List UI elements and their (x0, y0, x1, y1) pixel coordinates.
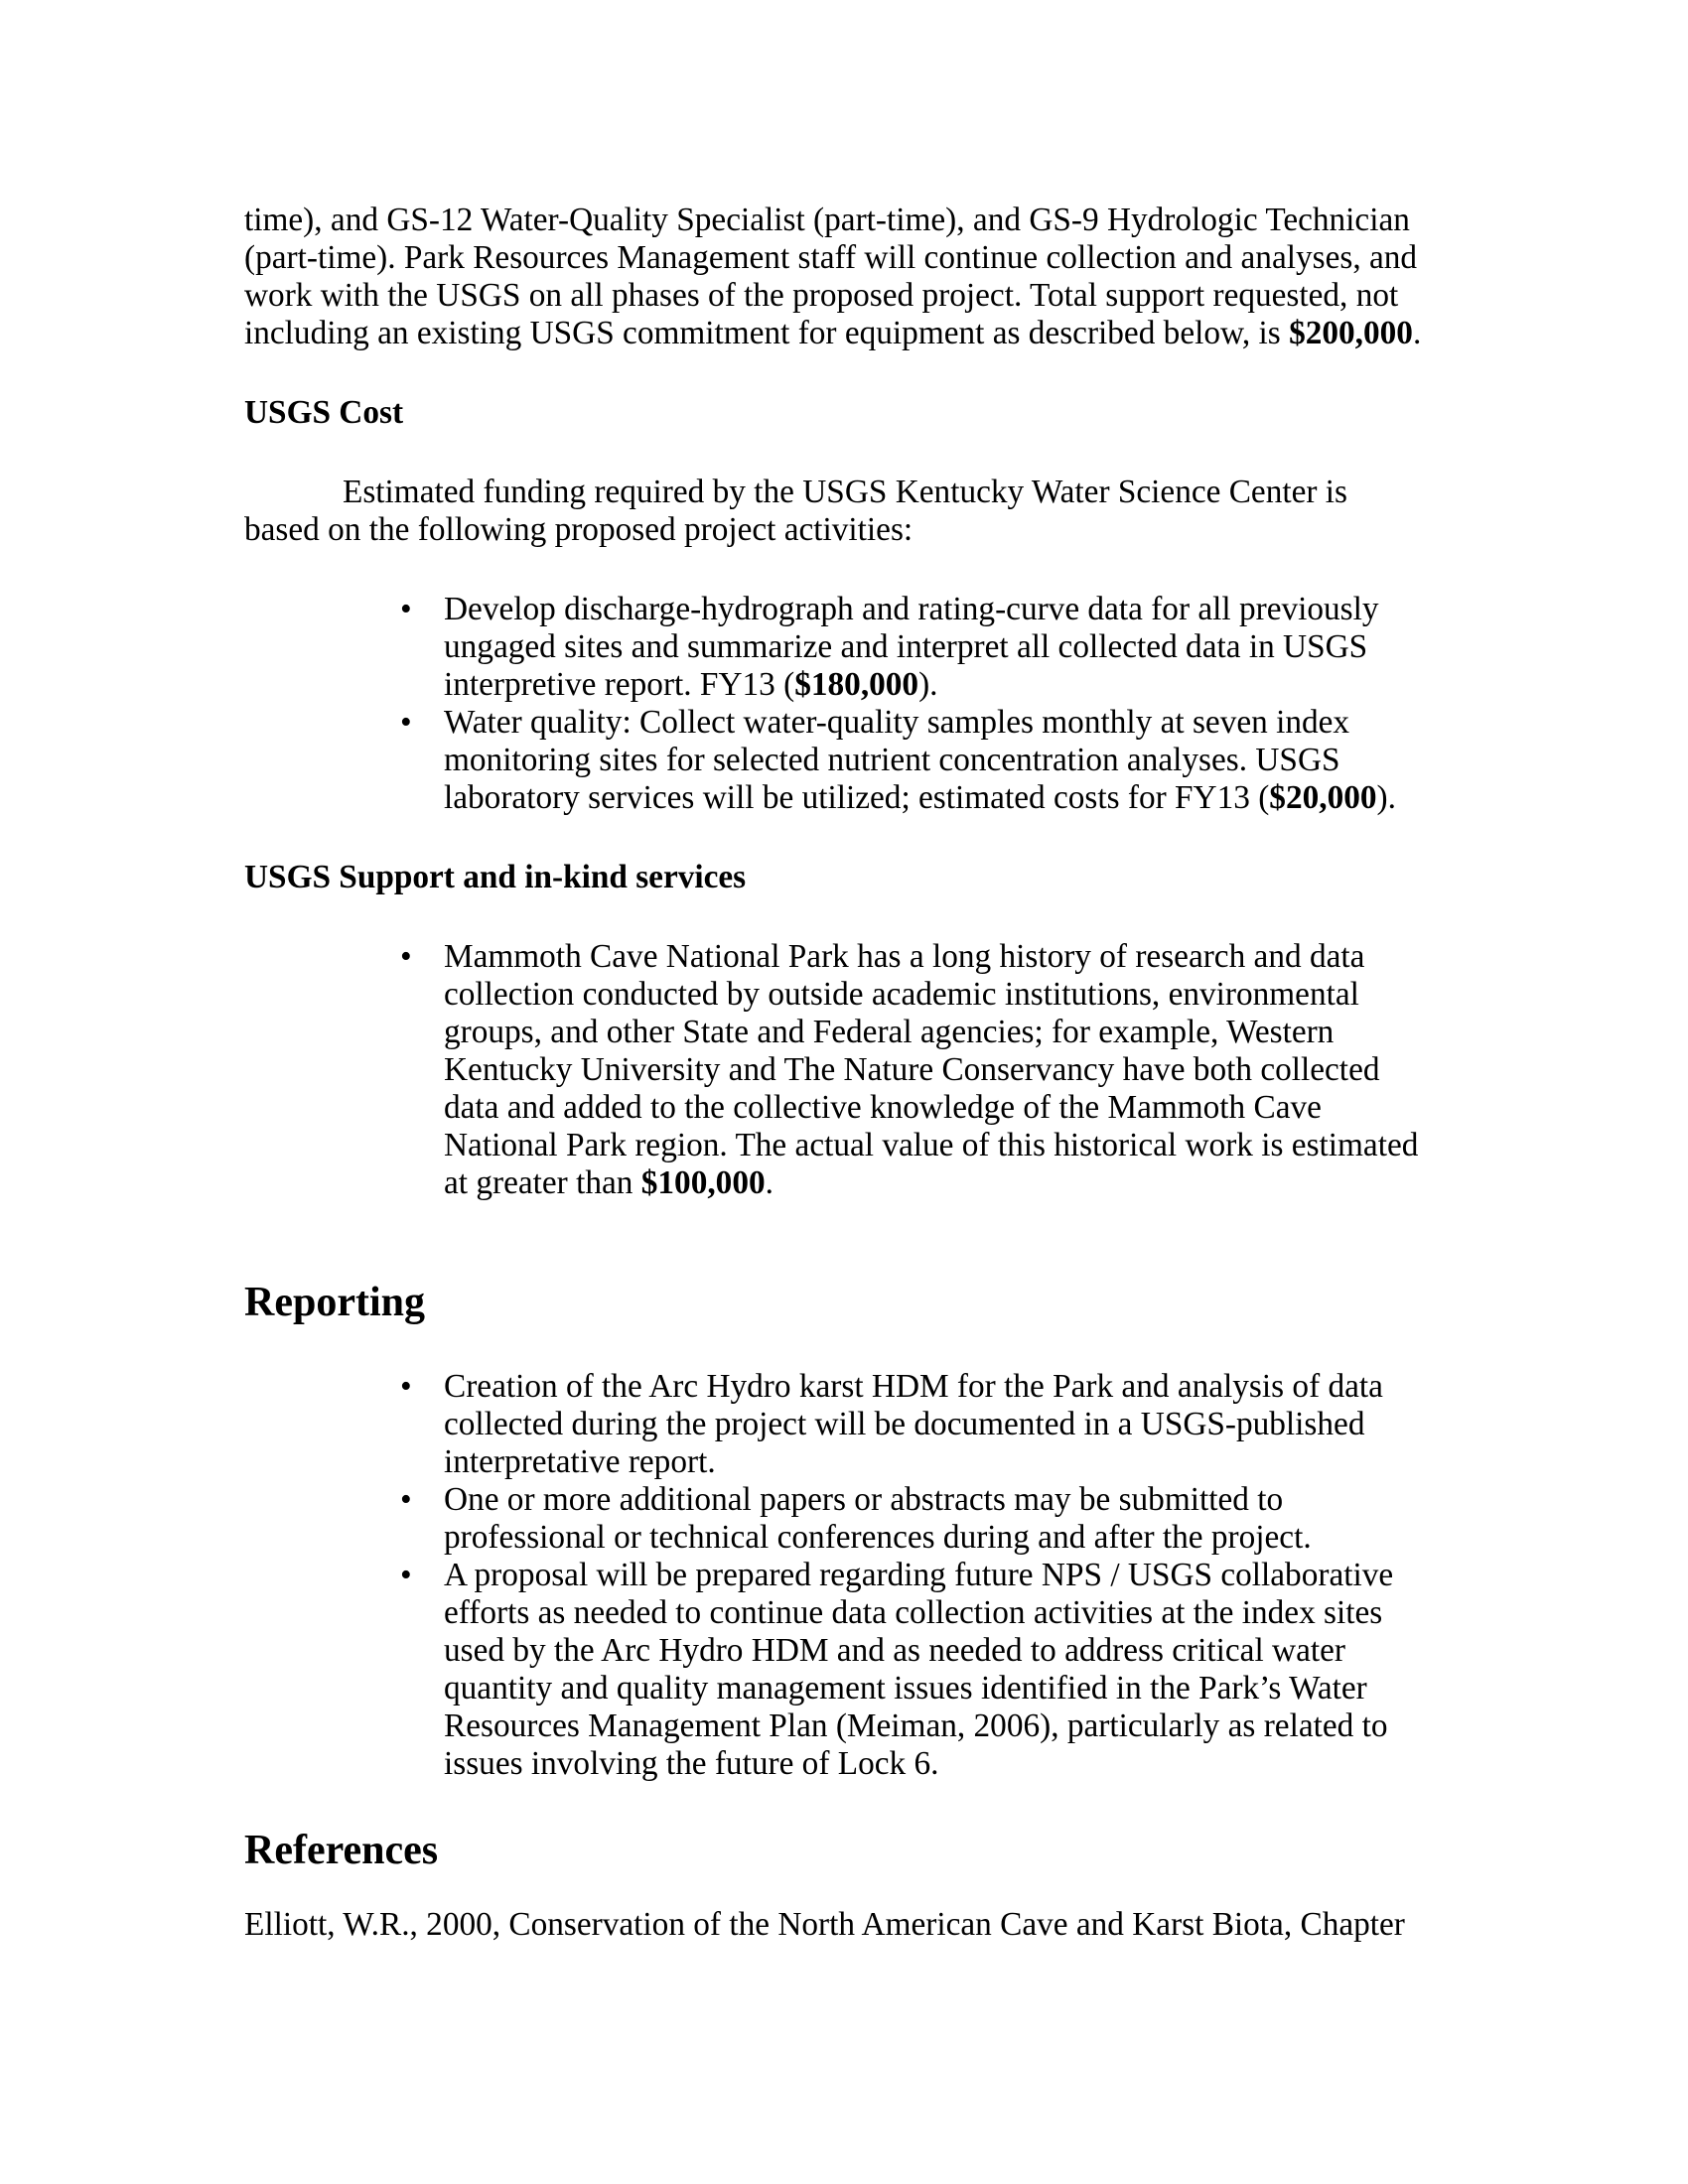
bullet-text: One or more additional papers or abstracts may be submitted to professional or technical conferences during and after the project. (444, 1481, 1312, 1556)
list-item-arc-hydro-report (400, 1368, 1425, 1481)
list-item-additional-papers (400, 1481, 1425, 1557)
heading-reporting: Reporting (244, 1280, 425, 1325)
heading-usgs-cost: USGS Cost (244, 394, 404, 431)
heading-references: References (244, 1828, 439, 1873)
bullet-text: Creation of the Arc Hydro karst HDM for the Park and analysis of data collected during the project will be documented in a USGS-published interpretative report. (444, 1368, 1383, 1480)
paragraph-staffing-end: . (1412, 315, 1422, 351)
bullet-icon: • (400, 704, 412, 741)
bullet-text (444, 704, 1425, 817)
list-item-mammoth-cave-history (400, 938, 1425, 1202)
usgs-cost-bullet-list (244, 591, 1425, 817)
bullet-text (444, 591, 1425, 704)
paragraph-usgs-cost-intro: Estimated funding required by the USGS Kentucky Water Science Center is based on the following proposed project activities: (244, 474, 1348, 548)
bullet-icon: • (400, 938, 412, 975)
list-item-water-quality (400, 704, 1425, 817)
paragraph-reference-elliott: Elliott, W.R., 2000, Conservation of the North American Cave and Karst Biota, Chapter (244, 1906, 1405, 1943)
bullet-text-end: ). (1376, 779, 1396, 816)
bullet-text-segment: Water quality: Collect water-quality samples monthly at seven index monitoring sites for selected nutrient concentration analyses. USGS laboratory services will be utilized; estimated costs for FY13 ( (444, 704, 1350, 816)
heading-usgs-support: USGS Support and in-kind services (244, 859, 747, 895)
total-support-amount: $200,000 (1289, 315, 1413, 351)
historical-work-amount: $100,000 (640, 1164, 766, 1201)
bullet-text-segment: Develop discharge-hydrograph and rating-curve data for all previously ungaged sites and summarize and interpret all collected data in USGS interpretive report. FY13 ( (444, 591, 1379, 703)
cost-amount-fy13-develop: $180,000 (794, 666, 919, 703)
bullet-text (444, 938, 1425, 1202)
bullet-text: A proposal will be prepared regarding future NPS / USGS collaborative efforts as needed to continue data collection activities at the index sites used by the Arc Hydro HDM and as needed to address critical water quantity and quality management issues identified in the Park’s Water Resources Management Plan (Meiman, 2006), particularly as related to issues involving the future of Lock 6. (444, 1557, 1394, 1782)
bullet-icon: • (400, 1557, 412, 1593)
list-item-develop-hydrograph (400, 591, 1425, 704)
bullet-text-end: ). (918, 666, 938, 703)
bullet-text-segment: Mammoth Cave National Park has a long history of research and data collection conducted by outside academic institutions, environmental groups, and other State and Federal agencies; for example, Western Kentucky University and The Nature Conservancy have both collected data and added to the collective knowledge of the Mammoth Cave National Park region. The actual value of this historical work is estimated at greater than (444, 938, 1419, 1201)
list-item-future-proposal (400, 1557, 1425, 1783)
paragraph-staffing (244, 202, 1425, 352)
reporting-bullet-list (244, 1368, 1425, 1783)
bullet-icon: • (400, 1481, 412, 1518)
bullet-icon: • (400, 1368, 412, 1405)
usgs-support-bullet-list (244, 938, 1425, 1202)
bullet-icon: • (400, 591, 412, 627)
bullet-text-end: . (765, 1164, 774, 1201)
cost-amount-fy13-water-quality: $20,000 (1269, 779, 1377, 816)
paragraph-staffing-text: time), and GS-12 Water-Quality Specialist (part-time), and GS-9 Hydrologic Technician (part-time). Park Resources Management staff will continue collection and analyses, and work with the USGS on all phases of the proposed project. Total support requested, not including an existing USGS commitment for equipment as described below, is (244, 202, 1418, 351)
